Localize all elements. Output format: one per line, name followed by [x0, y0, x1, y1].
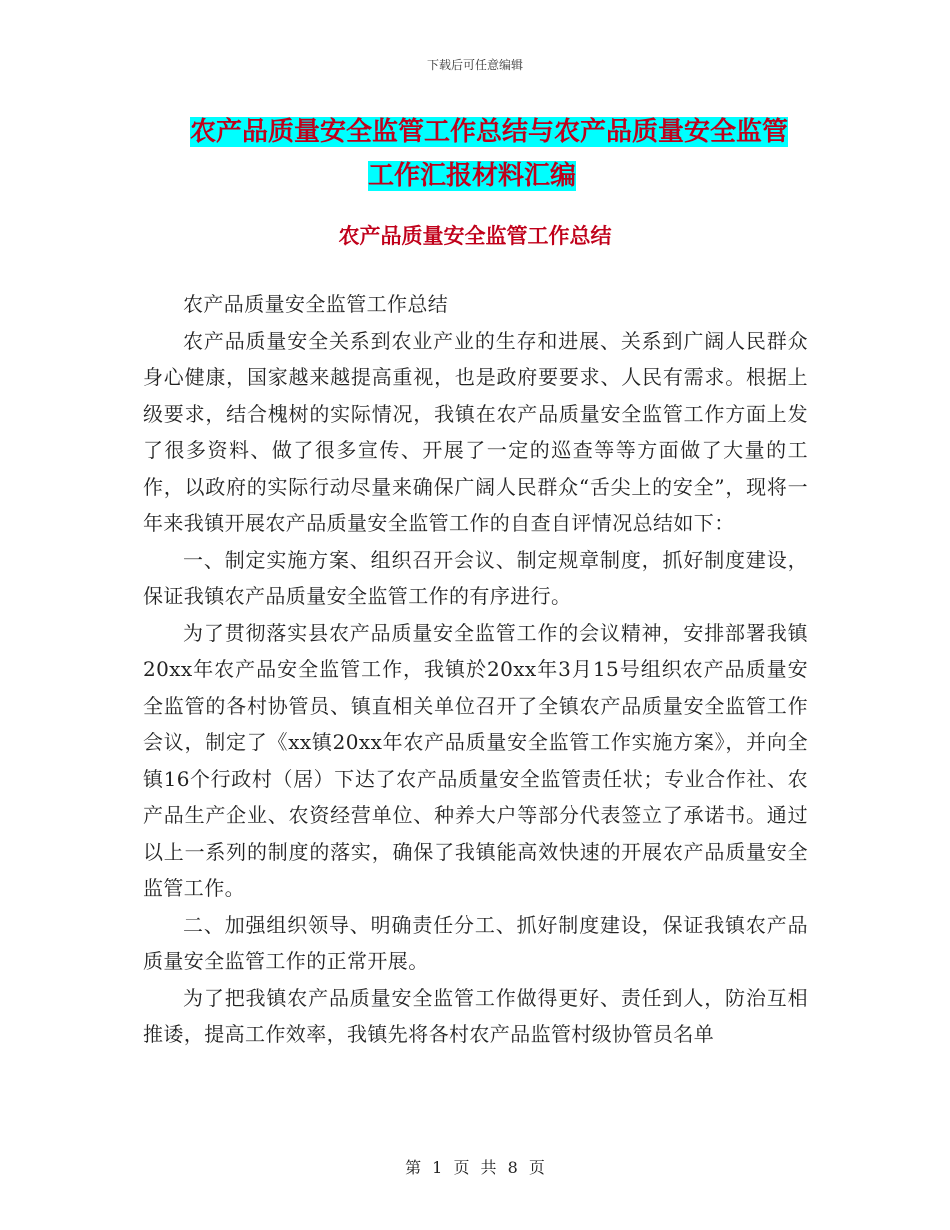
header-note: 下载后可任意编辑 — [426, 58, 523, 72]
section-title: 农产品质量安全监管工作总结 — [338, 224, 612, 248]
document-title-line-2: 工作汇报材料汇编 — [368, 161, 577, 191]
paragraph-heading-2: 二、加强组织领导、明确责任分工、抓好制度建设，保证我镇农产品质量安全监管工作的正常开展。 — [143, 912, 808, 973]
document-title — [190, 110, 810, 198]
paragraph: 农产品质量安全关系到农业产业的生存和进展、关系到广阔人民群众身心健康，国家越来越提高重视，也是政府要要求、人民有需求。根据上级要求，结合槐树的实际情况，我镇在农产品质量安全监管工作方面上发了很多资料、做了很多宣传、开展了一定的巡查等等方面做了大量的工作，以政府的实际行动尽量来确保广阔人民群众“舌尖上的安全”，现将一年来我镇开展农产品质量安全监管工作的自查自评情况总结如下： — [143, 328, 808, 535]
document-body — [143, 286, 808, 1053]
paragraph-heading-1: 一、制定实施方案、组织召开会议、制定规章制度，抓好制度建设，保证我镇农产品质量安全监管工作的有序进行。 — [143, 547, 808, 608]
page-footer: 第 1 页 共 8 页 — [405, 1158, 545, 1177]
paragraph-subtitle: 农产品质量安全监管工作总结 — [183, 292, 449, 316]
document-title-line-1: 农产品质量安全监管工作总结与农产品质量安全监管 — [190, 117, 789, 147]
paragraph: 为了把我镇农产品质量安全监管工作做得更好、责任到人，防治互相推诿，提高工作效率，我镇先将各村农产品监管村级协管员名单 — [143, 985, 808, 1046]
paragraph: 为了贯彻落实县农产品质量安全监管工作的会议精神，安排部署我镇20xx年农产品安全监管工作，我镇於20xx年3月15号组织农产品质量安全监管的各村协管员、镇直相关单位召开了全镇农产品质量安全监管工作会议，制定了《xx镇20xx年农产品质量安全监管工作实施方案》，并向全镇16个行政村（居）下达了农产品质量安全监管责任状；专业合作社、农产品生产企业、农资经营单位、种养大户等部分代表签立了承诺书。通过以上一系列的制度的落实，确保了我镇能高效快速的开展农产品质量安全监管工作。 — [143, 620, 808, 900]
